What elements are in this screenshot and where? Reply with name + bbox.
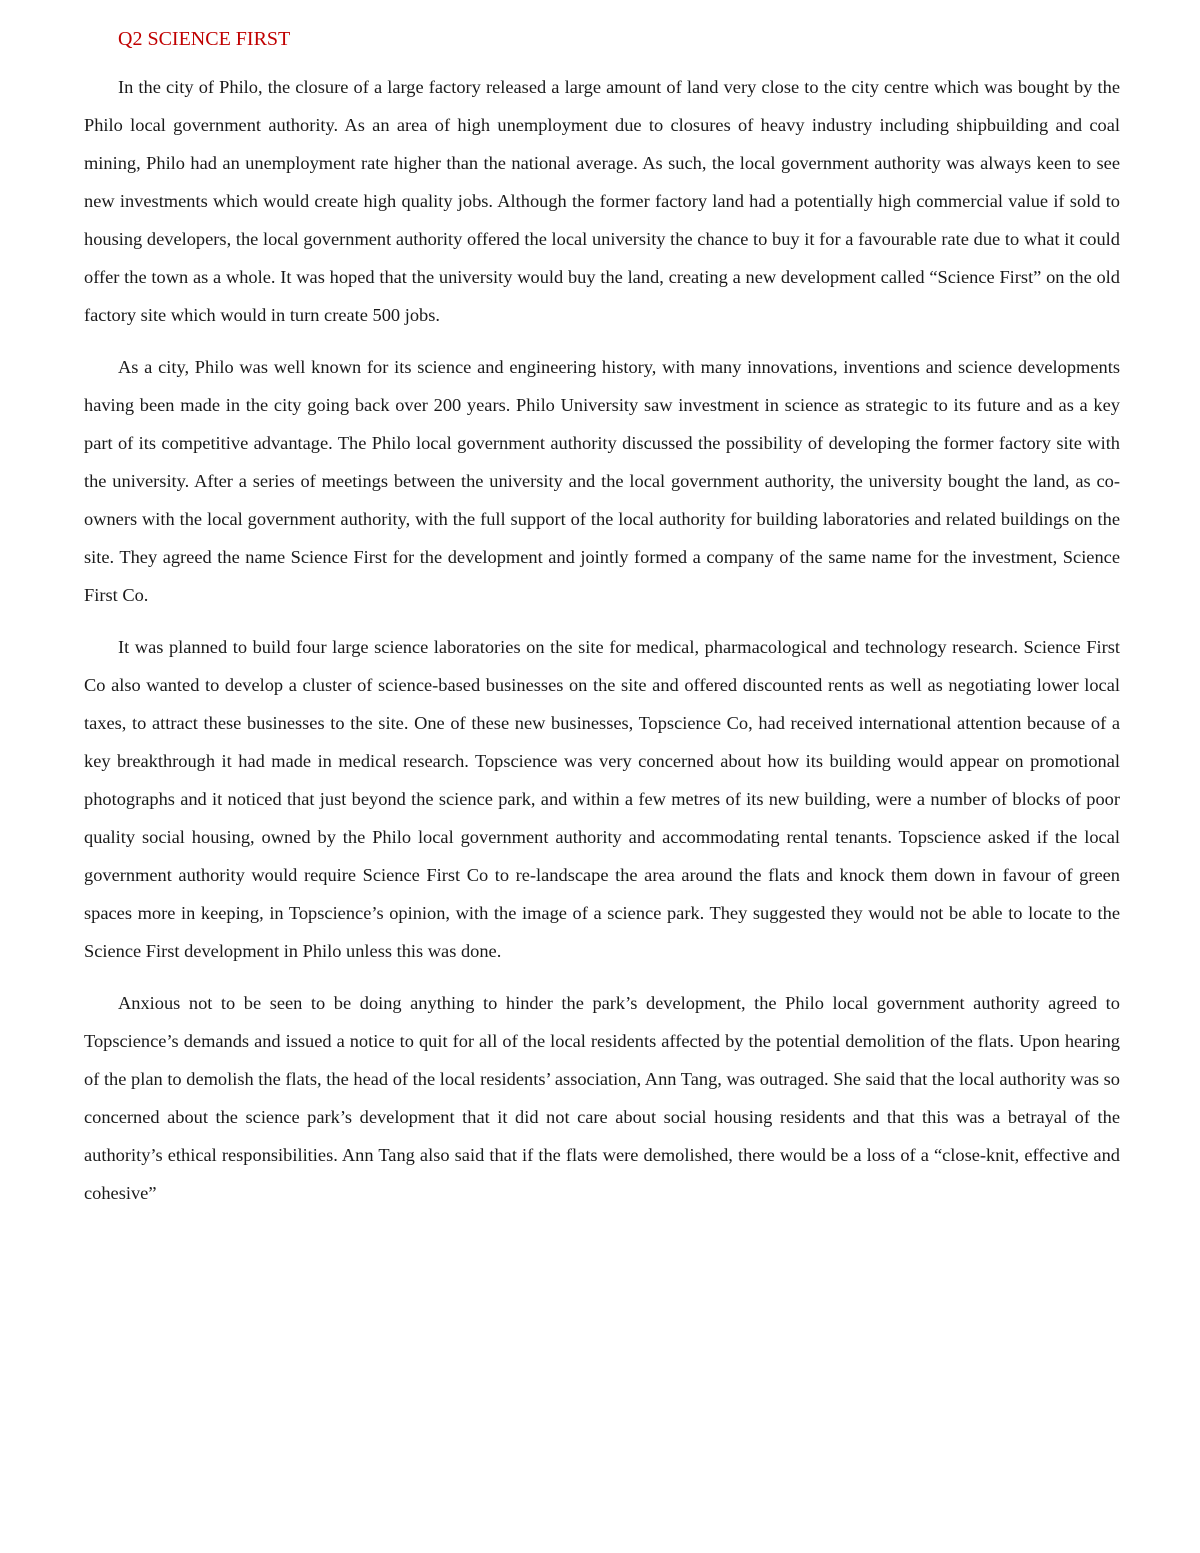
paragraph-2: As a city, Philo was well known for its science and engineering history, with many innovations, inventions and science developments having been made in the city going back over 200 years. Philo University saw investment in science as strategic to its future and as a key part of its competitive advantage. The Philo local government authority discussed the possibility of developing the former factory site with the university. After a series of meetings between the university and the local government authority, the university bought the land, as co-owners with the local government authority, with the full support of the local authority for building laboratories and related buildings on the site. They agreed the name Science First for the development and jointly formed a company of the same name for the investment, Science First Co.: [84, 357, 1120, 605]
document-page: [84, 24, 1120, 1226]
document-heading: Q2 SCIENCE FIRST: [118, 28, 291, 50]
paragraph-4: Anxious not to be seen to be doing anything to hinder the park’s development, the Philo local government authority agreed to Topscience’s demands and issued a notice to quit for all of the local residents affected by the potential demolition of the flats. Upon hearing of the plan to demolish the flats, the head of the local residents’ association, Ann Tang, was outraged. She said that the local authority was so concerned about the science park’s development that it did not care about social housing residents and that this was a betrayal of the authority’s ethical responsibilities. Ann Tang also said that if the flats were demolished, there would be a loss of a “close-knit, effective and cohesive”: [84, 993, 1120, 1203]
paragraph-1: In the city of Philo, the closure of a large factory released a large amount of land very close to the city centre which was bought by the Philo local government authority. As an area of high unemployment due to closures of heavy industry including shipbuilding and coal mining, Philo had an unemployment rate higher than the national average. As such, the local government authority was always keen to see new investments which would create high quality jobs. Although the former factory land had a potentially high commercial value if sold to housing developers, the local government authority offered the local university the chance to buy it for a favourable rate due to what it could offer the town as a whole. It was hoped that the university would buy the land, creating a new development called “Science First” on the old factory site which would in turn create 500 jobs.: [84, 77, 1120, 325]
paragraph-3: It was planned to build four large science laboratories on the site for medical, pharmacological and technology research. Science First Co also wanted to develop a cluster of science-based businesses on the site and offered discounted rents as well as negotiating lower local taxes, to attract these businesses to the site. One of these new businesses, Topscience Co, had received international attention because of a key breakthrough it had made in medical research. Topscience was very concerned about how its building would appear on promotional photographs and it noticed that just beyond the science park, and within a few metres of its new building, were a number of blocks of poor quality social housing, owned by the Philo local government authority and accommodating rental tenants. Topscience asked if the local government authority would require Science First Co to re-landscape the area around the flats and knock them down in favour of green spaces more in keeping, in Topscience’s opinion, with the image of a science park. They suggested they would not be able to locate to the Science First development in Philo unless this was done.: [84, 637, 1120, 961]
